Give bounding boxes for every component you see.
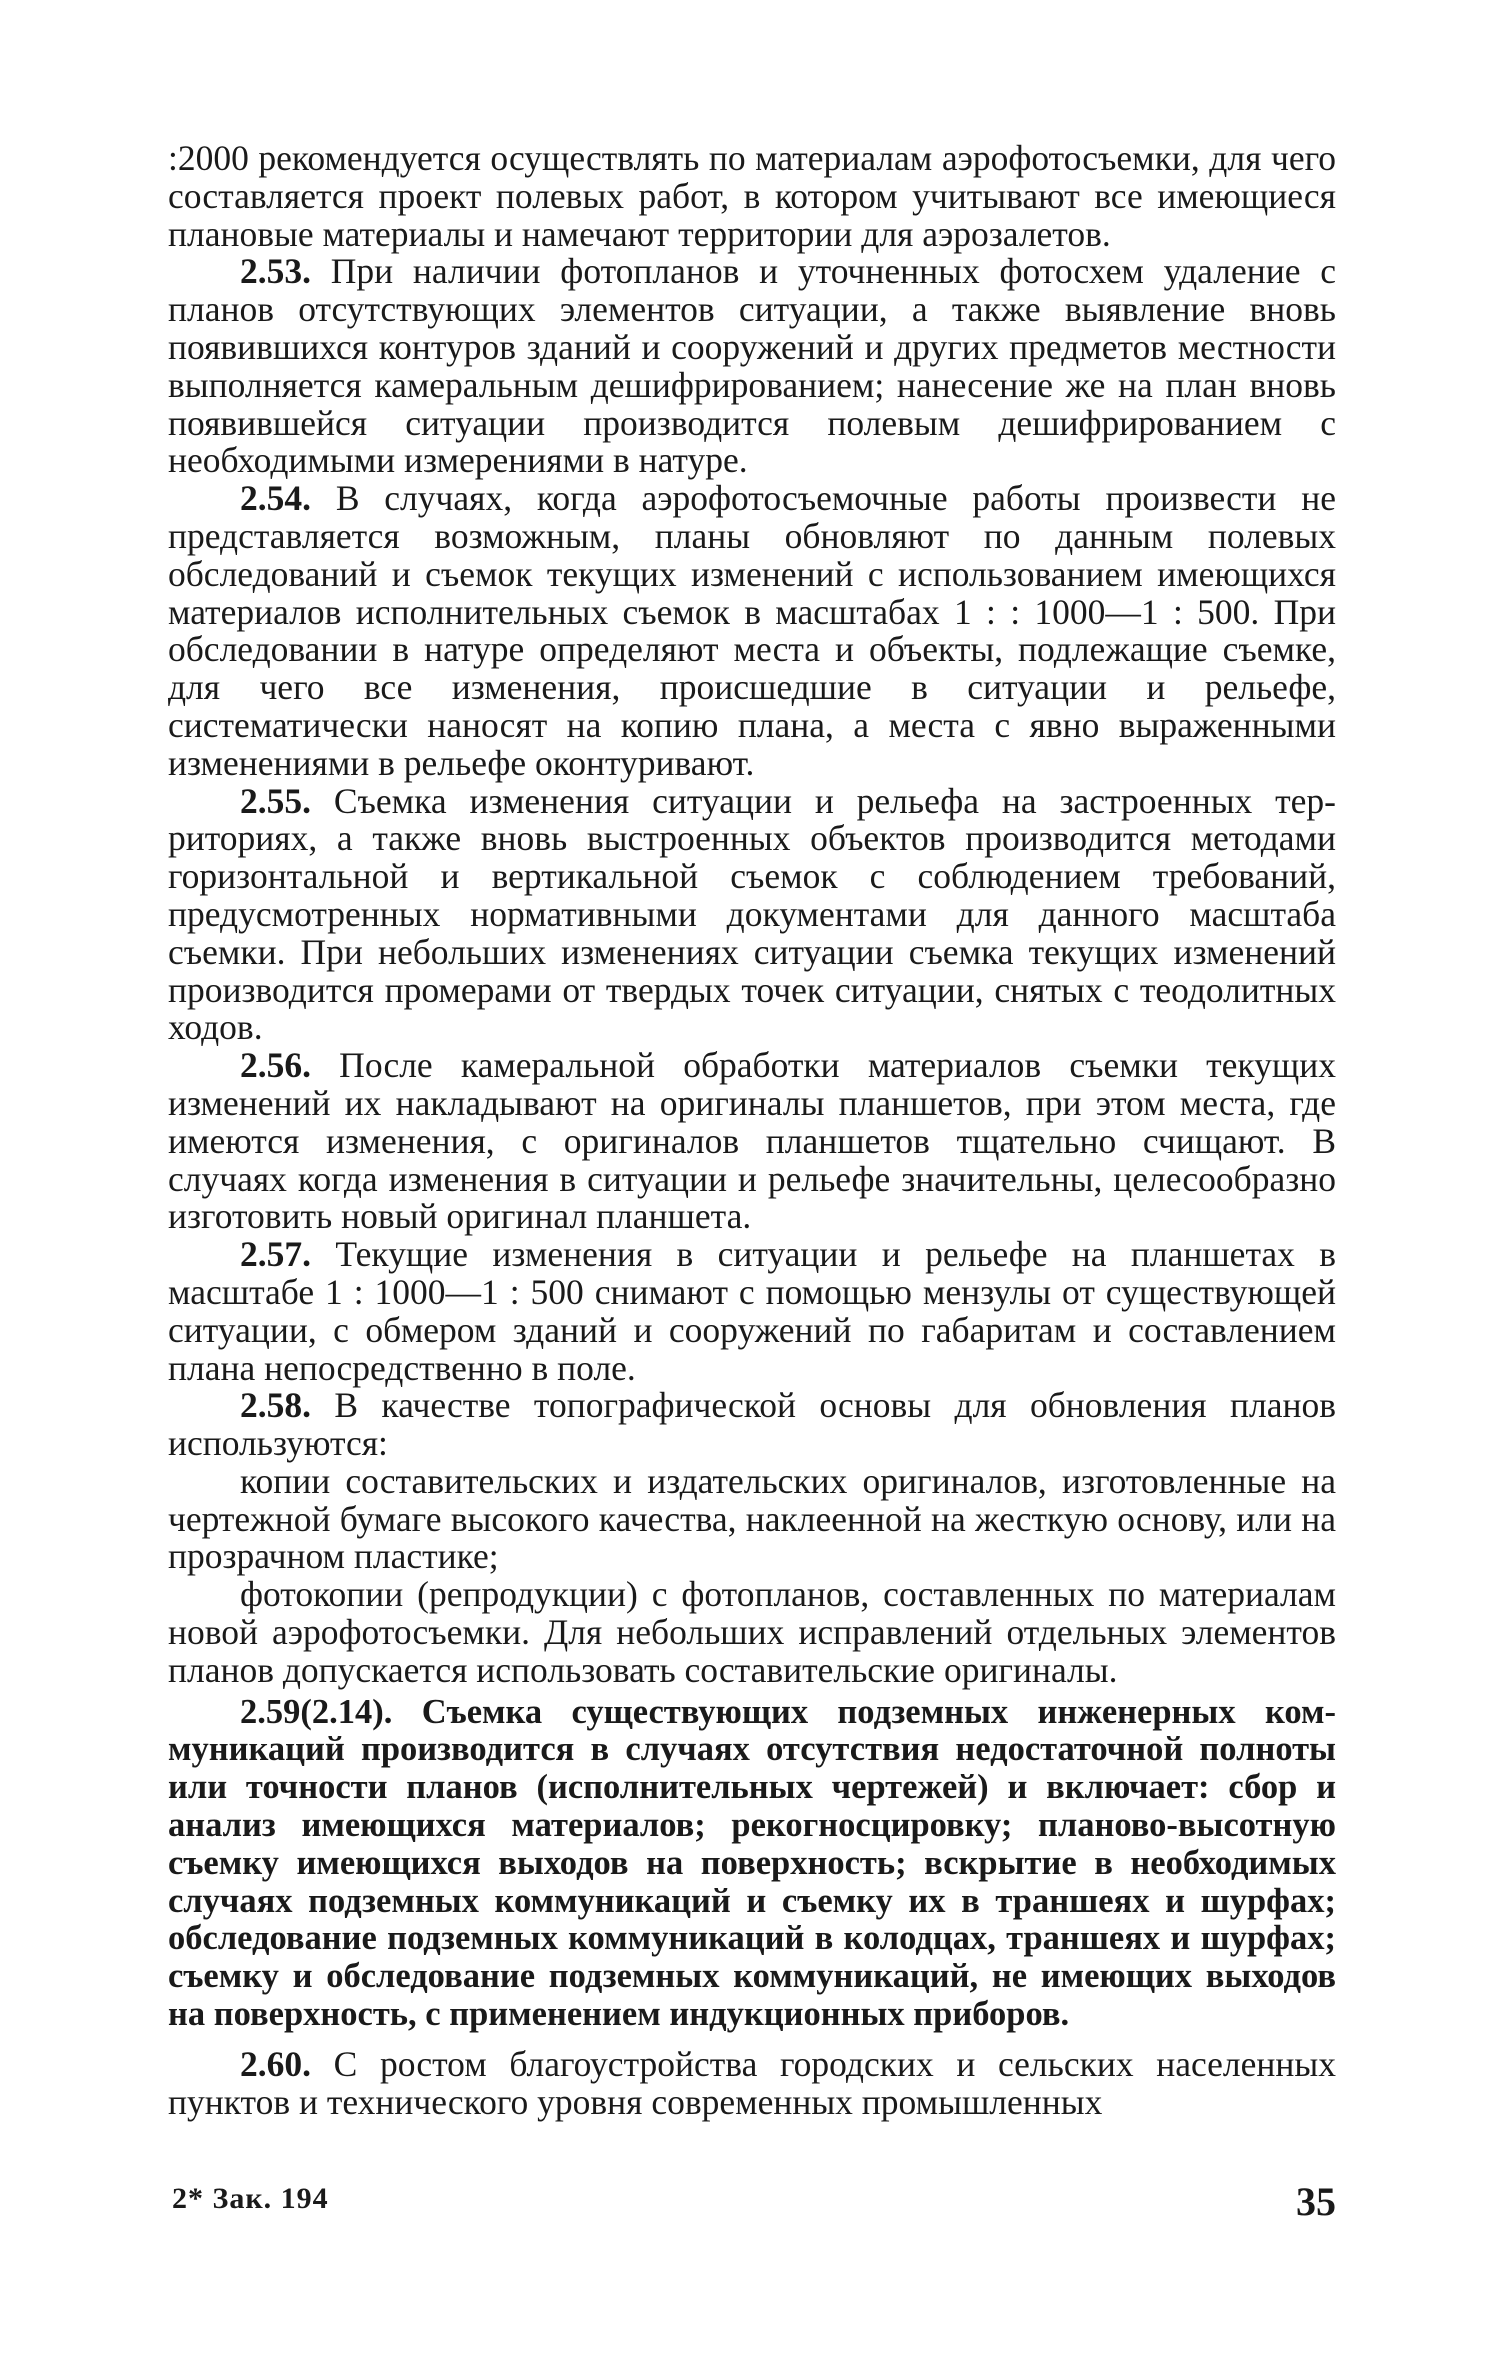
paragraph-number: 2.58. <box>240 1385 311 1426</box>
paragraph-text: :2000 рекомендуется осуществлять по материалам аэрофотосъемки, для чего составляется проект полевых работ, в котором учитывают все имеющиеся плановые материалы и намечают территории для аэрозалетов. <box>168 138 1336 254</box>
paragraph-text: Съемка существующих подземных инженерных коммуникаций производится в случаях отсутствия недостаточной полноты или точности планов (исполнительных чертежей) и включает: сбор и анализ имеющихся материалов; рекогносцировку; планово-высотную съемку имеющихся выходов на поверхность; вскрытие в необходимых случаях подземных коммуникаций и съемку их в траншеях и шурфах; обследование подземных коммуникаций в колодцах, траншеях и шурфах; съемку и обследование подземных коммуникаций, не имеющих выходов на поверхность, с применением индукционных приборов. <box>168 1692 1336 2034</box>
paragraph-text: С ростом благоустройства городских и сельских населенных пунктов и технического уровня современных промышленных <box>168 2043 1336 2122</box>
printer-signature: 2* Зак. 194 <box>172 2182 329 2215</box>
paragraph-continuation <box>168 140 1336 253</box>
paragraph-text: После камеральной обработки материалов съемки текущих изменений их накладывают на оригиналы планшетов, при этом места, где имеются изменения, с оригиналов планшетов тщательно счищают. В случаях когда изменения в ситуации и рельефе значительны, целесообразно изготовить новый оригинал планшета. <box>168 1045 1336 1237</box>
paragraph-number: 2.55. <box>240 780 311 821</box>
paragraph-text: При наличии фотопланов и уточненных фотосхем удаление с планов отсутствующих элементов ситуации, а также выявление вновь появившихся контуров зданий и сооружений и других предметов местности выполняется камеральным дешифрированием; нанесение же на план вновь появившейся ситуации производится полевым дешифрированием с необходимыми измерениями в натуре. <box>168 251 1336 481</box>
paragraph-number: 2.54. <box>240 478 311 519</box>
paragraph-text: В качестве топографической основы для обновления планов используются: <box>168 1385 1336 1464</box>
paragraph-2-59 <box>168 1694 1336 2034</box>
paragraph-number: 2.59(2.14). <box>240 1692 393 1731</box>
paragraph-text: Текущие изменения в ситуации и рельефе на планшетах в масштабе 1 : 1000—1 : 500 снимают с помощью мензулы от существующей ситуации, с обмером зданий и сооружений по габаритам и составлением плана непосредственно в поле. <box>168 1234 1336 1388</box>
paragraph-2-55 <box>168 780 1336 1048</box>
paragraph-number: 2.60. <box>240 2043 311 2084</box>
paragraph-number: 2.53. <box>240 251 311 292</box>
paragraph-number: 2.56. <box>240 1045 311 1086</box>
document-page <box>168 138 1336 2224</box>
page-footer <box>168 2178 1336 2228</box>
paragraph-text: Съемка изменения ситуации и рельефа на застроенных территориях, а также вновь выстроенных объектов производится методами горизонтальной и вертикальной съемок с соблюдением требований, предусмотренных нормативными документами для данного масштаба съемки. При небольших изменениях ситуации съемка текущих изменений производится промерами от твердых точек ситуации, снятых с теодолитных ходов. <box>168 780 1336 1048</box>
paragraph-2-60 <box>168 2043 1336 2122</box>
list-item-photocopies <box>168 1576 1336 1689</box>
list-item-copies <box>168 1460 1336 1577</box>
paragraph-text: копии составительских и издательских оригиналов, изготовленные на чертежной бумаге высокого качества, наклеенной на жесткую основу, или на прозрачном пластике; <box>168 1460 1336 1577</box>
paragraph-text: фотокопии (репродукции) с фотопланов, составленных по материалам новой аэрофотосъемки. Для небольших исправлений отдельных элементов планов допускается использовать составительские оригиналы. <box>168 1574 1336 1690</box>
paragraph-number: 2.57. <box>240 1234 311 1275</box>
paragraph-2-56 <box>168 1047 1336 1236</box>
paragraph-2-53 <box>168 253 1336 480</box>
paragraph-2-58 <box>168 1387 1336 1463</box>
paragraph-2-54 <box>168 480 1336 782</box>
body-text <box>168 140 1336 2121</box>
page-number: 35 <box>1296 2179 1336 2224</box>
paragraph-text: В случаях, когда аэрофотосъемочные работы произвести не представляется возможным, планы обновляют по данным полевых обследований и съемок текущих изменений с использованием имеющихся материалов исполнительных съемок в масштабах 1 : : 1000—1 : 500. При обследовании в натуре определяют места и объекты, подлежащие съемке, для чего все изменения, происшедшие в ситуации и рельефе, систематически наносят на копию плана, а места с явно выраженными изменениями в рельефе оконтуривают. <box>168 478 1336 783</box>
paragraph-2-57 <box>168 1236 1336 1387</box>
